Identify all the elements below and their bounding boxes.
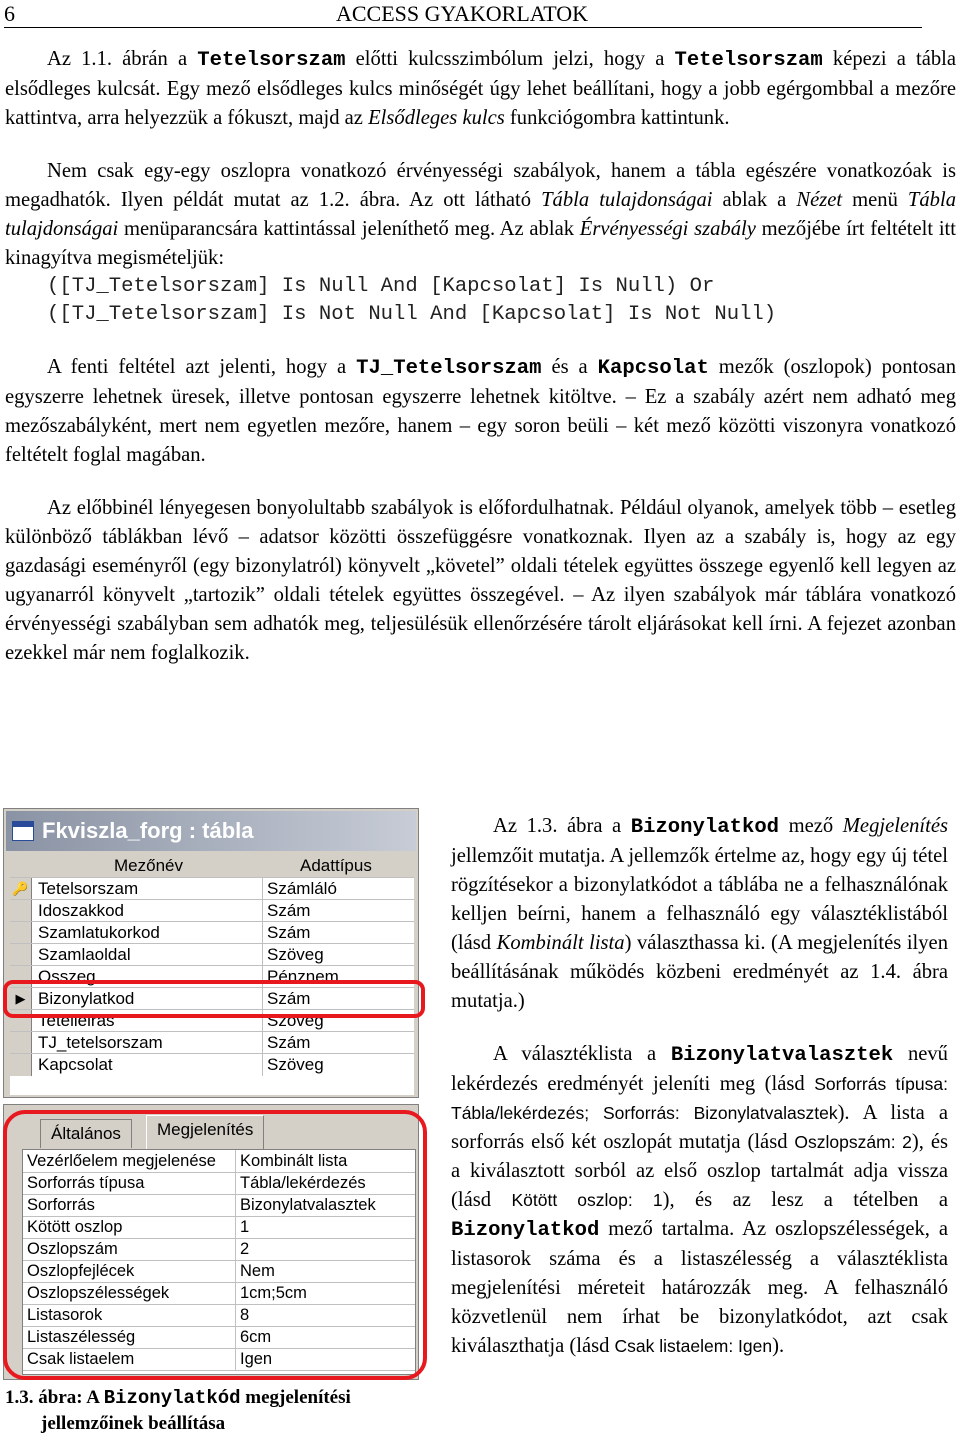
row-selector[interactable] [10,922,32,944]
property-ref: Csak listaelem: Igen [614,1336,773,1356]
emphasis: Megjelenítés [842,815,948,837]
field-row[interactable] [10,1053,414,1076]
text: menüparancsára kattintással jeleníthető meg. Az ablak [118,218,580,240]
data-type-cell[interactable]: Pénznem [262,966,339,988]
property-name: Kötött oszlop [27,1218,123,1236]
text: előtti kulcsszimbólum jelzi, hogy a [345,48,675,70]
field-row[interactable] [10,1031,414,1054]
text: ). A lista a sorforrás első két oszlopát mutatja (lásd [451,1102,948,1153]
property-name: Oszlopfejlécek [27,1262,135,1280]
page-header [4,0,922,28]
text: és a [541,356,598,378]
running-title: ACCESS GYAKORLATOK [336,1,589,26]
text: mezőjébe írt feltételt itt kinagyítva megismételjük: [5,218,956,269]
field-name-cell[interactable]: Tetelsorszam [38,879,139,898]
column-header-type: Adattípus [300,856,372,875]
row-selector[interactable]: 🔑 [10,878,32,900]
window-titlebar [6,811,416,851]
property-ref: Sorforrás típusa: Tábla/lekérdezés; Sorforrás: Bizonylatvalasztek [451,1074,948,1123]
field-name: TJ_Tetelsorszam [356,357,542,380]
side-paragraph-2 [451,1040,948,1361]
text: A fenti feltétel azt jelenti, hogy a [47,356,357,378]
property-value[interactable]: Kombinált lista [235,1150,347,1172]
text: ablak a [712,189,797,211]
text: mező tartalma. Az oszlopszélességek, a listasorok száma és a listaszélesség a választéklista megjelenítési méreteit határozzák meg. A felhasználó közvetlenül nem írhat be bizonylatkódot, azt csak kiválaszthatja (lásd [451,1218,948,1357]
paragraph-4: Az előbbinél lényegesen bonyolultabb szabályok is előfordulhatnak. Például olyanok, amelyek több – esetleg különböző táblákban lévő – adatsor közötti összefüggésre vonatkoznak. Ilyen az a szabály is, hogy az egy gazdasági eseményről (egy bizonylatról) könyvelt „követel” oldali tételek együttes összege egyenlő kell legyen az ugyanarról könyvelt „tartozik” oldali tételek együttes összegével. – Az ilyen szabályok már táblára vonatkozó érvényességi szabályban sem adhatók meg, teljesülésük ellenőrzésére tárolt eljárásokat kell írni. A fejezet azonban ezekkel már nem foglalkozik. [5,497,956,664]
data-type-cell[interactable]: Szám [262,922,310,944]
data-type-cell[interactable]: Szám [262,988,310,1010]
tab-display[interactable]: Megjelenítés [146,1115,264,1150]
property-name: Vezérlőelem megjelenése [27,1152,216,1170]
emphasis: Tábla tulajdonságai [5,189,956,240]
row-selector[interactable] [10,1032,32,1054]
side-paragraph-1 [451,812,948,1016]
field-name-cell[interactable]: Tetelleiras [38,1011,115,1030]
property-value[interactable]: Tábla/lekérdezés [235,1172,366,1194]
property-ref: Kötött oszlop: 1 [511,1190,663,1210]
row-selector[interactable] [10,900,32,922]
field-name-cell[interactable]: Szamlatukorkod [38,923,160,942]
paragraph-3 [5,353,956,470]
row-selector[interactable] [10,944,32,966]
property-value[interactable]: 1cm;5cm [235,1282,307,1304]
text: Nem csak egy-egy oszlopra vonatkozó érvényességi szabályok, hanem a tábla egészére vonatkozóak is megadhatók. Ilyen példát mutat az 1.2. ábra. Az ott látható [5,160,956,211]
code-line-2: ([TJ_Tetelsorszam] Is Not Null And [Kapcsolat] Is Not Null) [47,303,777,326]
field-name: Tetelsorszam [197,49,346,72]
field-row[interactable] [10,899,414,922]
field-name-cell[interactable]: Osszeg [38,967,96,986]
property-name: Oszlopszélességek [27,1284,170,1302]
data-type-cell[interactable]: Szám [262,900,310,922]
property-name: Sorforrás típusa [27,1174,145,1192]
property-ref: Oszlopszám: 2 [794,1132,912,1152]
field-row[interactable] [10,943,414,966]
text: ). [772,1335,785,1357]
figure-caption [5,1385,425,1437]
field-grid [10,855,414,1095]
property-name: Oszlopszám [27,1240,118,1258]
grid-header [10,855,414,877]
field-name-cell[interactable]: Szamlaoldal [38,945,131,964]
paragraph-1 [5,45,956,133]
emphasis: Elsődleges kulcs [368,107,505,129]
code-line-1: ([TJ_Tetelsorszam] Is Null And [Kapcsolat] Is Null) Or [47,275,715,298]
property-value[interactable]: 8 [235,1304,249,1326]
field-row[interactable] [10,921,414,944]
property-value[interactable]: 1 [235,1216,249,1238]
field-name: Bizonylatvalasztek [670,1044,894,1067]
emphasis: Tábla tulajdonságai [541,189,713,211]
emphasis: Érvényességi szabály [579,218,756,240]
field-name-cell[interactable]: Bizonylatkod [38,989,135,1008]
data-type-cell[interactable]: Szöveg [262,1054,324,1076]
table-design-window [3,808,419,1098]
text: nevű lekérdezés eredményét jeleníti meg (lásd [451,1043,948,1095]
text: jellemzőit mutatja. A jellemzők értelme az, hogy egy új tétel rögzítésekor a bizonylatkódot a táblába ne a felhasználónak kelljen beírni, hanem a felhasználó egy választéklistából (lásd [451,845,948,954]
side-text [451,812,948,1361]
data-type-cell[interactable]: Szöveg [262,944,324,966]
property-name: Listasorok [27,1306,103,1324]
text: Az 1.1. ábrán a [47,48,198,70]
property-name: Sorforrás [27,1196,95,1214]
emphasis: Kombinált lista [496,932,625,954]
field-name: Tetelsorszam [674,49,823,72]
property-name: Csak listaelem [27,1350,135,1368]
caption-text: jellemzőinek beállítása [41,1413,226,1434]
property-value[interactable]: 2 [235,1238,249,1260]
table-icon [12,821,34,841]
data-type-cell[interactable]: Számláló [262,878,337,900]
row-selector[interactable]: ▶ [10,988,32,1010]
tab-general[interactable]: Általános [40,1119,132,1148]
text: ), és a kiválasztott sorból az első oszlop tartalmát adja vissza (lásd [451,1131,948,1211]
property-name: Listaszélesség [27,1328,136,1346]
text: mező [779,815,843,837]
property-value[interactable]: Bizonylatvalasztek [235,1194,376,1216]
text: ), és az lesz a tételben a [662,1189,948,1211]
caption-text: megjelenítési [240,1387,351,1408]
text: menü [842,189,908,211]
text: Az 1.3. ábra a [493,815,631,837]
caption-field: Bizonylatkód [103,1387,241,1409]
highlight-properties [3,1110,427,1380]
data-type-cell[interactable]: Szöveg [262,1010,324,1032]
text: ) választhassa ki. (A megjelenítés ilyen beállításának működés közbeni eredményét az 1.4. ábra mutatja.) [451,932,948,1012]
page-number: 6 [4,1,15,26]
field-row[interactable] [10,877,414,900]
field-name-cell[interactable]: Idoszakkod [38,901,124,920]
property-value[interactable]: Nem [235,1260,275,1282]
highlight-row-bizonylatkod [3,980,425,1018]
field-name-cell[interactable]: Kapcsolat [38,1055,113,1074]
field-name: Bizonylatkod [630,816,780,839]
row-selector[interactable] [10,1054,32,1076]
data-type-cell[interactable]: Szám [262,1032,310,1054]
caption-text: 1.3. ábra: A [5,1387,104,1408]
text: képezi a tábla elsődleges kulcsát. Egy mező elsődleges kulcs minőségét úgy lehet beállítani, hogy a jobb egérgombbal a mezőre kattintva, arra helyezzük a fókuszt, majd az [5,48,957,129]
text: A választéklista a [493,1043,671,1065]
window-title: Fkviszla_forg : tábla [42,818,254,843]
text: mezők (oszlopok) pontosan egyszerre lehetnek üresek, illetve pontosan egyszerre lehetnek kitöltve. – Ez a szabály azért nem adható meg mezőszabályként, mert nem egyetlen mezőre, hanem – egy soron beüli – két mező közötti viszonyra vonatkozó feltételt foglal magában. [5,356,956,466]
property-value[interactable]: Igen [235,1348,272,1370]
paragraph-2 [5,157,956,273]
field-name: Bizonylatkod [451,1219,600,1242]
field-name-cell[interactable]: TJ_tetelsorszam [38,1033,163,1052]
property-value[interactable]: 6cm [235,1326,271,1348]
text: funkciógombra kattintunk. [504,107,730,129]
field-name: Kapcsolat [597,357,709,380]
emphasis: Nézet [796,189,843,211]
column-header-field: Mezőnév [114,856,183,875]
main-text [5,45,956,668]
